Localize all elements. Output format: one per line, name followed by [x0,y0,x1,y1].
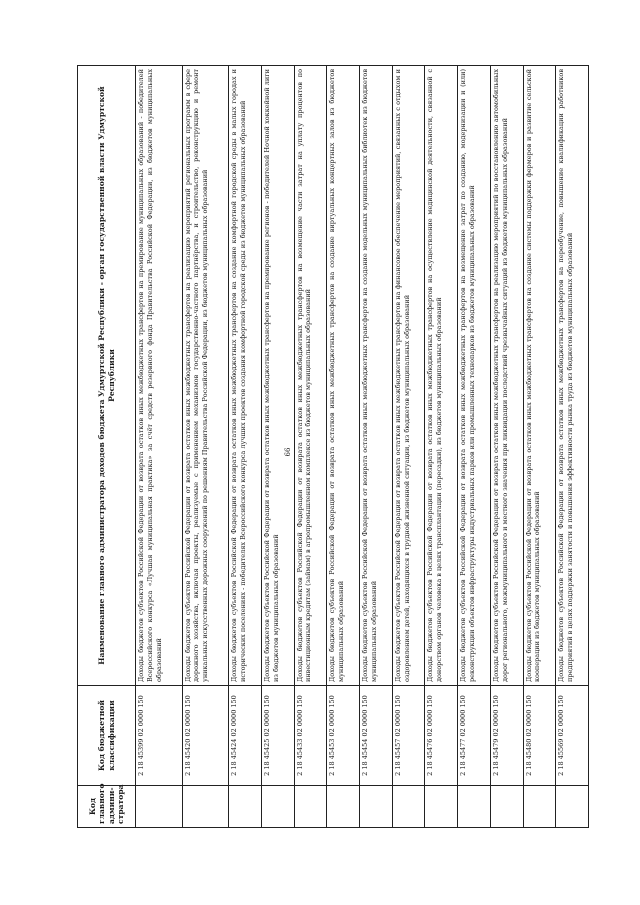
cell-budget-code: 2 18 45399 02 0000 150 [136,686,183,786]
cell-admin-code [262,786,295,828]
page-number: 66 [284,447,292,457]
cell-admin-code [294,786,327,828]
cell-budget-code: 2 18 45424 02 0000 150 [229,686,262,786]
cell-budget-code: 2 18 45479 02 0000 150 [490,686,523,786]
budget-revenue-table [77,65,589,828]
cell-budget-code: 2 18 45453 02 0000 150 [327,686,360,786]
header-name: Наименование главного администратора доходов бюджета Удмуртской Республики - орган государственной власти Удмуртской Республики [78,66,136,686]
table-body [136,66,589,828]
cell-budget-code: 2 18 45425 02 0000 150 [262,686,295,786]
table-header-row [78,66,136,828]
cell-revenue-name: Доходы бюджетов субъектов Российской Федерации от возврата остатков иных межбюджетных трансфертов на переобучение, повышение квалификации работников предприятий в целях поддержки занятости и повышения эффективности рынка труда из бюджетов муниципальных образований [556,66,589,686]
cell-revenue-name: Доходы бюджетов субъектов Российской Федерации от возврата остатков иных межбюджетных трансфертов на реализацию мероприятий по восстановлению автомобильных дорог регионального, межмуниципального и местного значения при ликвидации последствий чрезвычайных ситуаций из бюджетов муниципальных образований [490,66,523,686]
cell-revenue-name: Доходы бюджетов субъектов Российской Федерации от возврата остатков иных межбюджетных трансфертов на создание комфортной городской среды в малых городах и исторических поселениях - победителях Всероссийского конкурса лучших проектов создания комфортной городской среды из бюджетов муниципальных образований [229,66,262,686]
cell-budget-code: 2 18 45480 02 0000 150 [523,686,556,786]
cell-budget-code: 2 18 45457 02 0000 150 [392,686,425,786]
cell-admin-code [392,786,425,828]
cell-admin-code [425,786,458,828]
cell-admin-code [327,786,360,828]
cell-revenue-name: Доходы бюджетов субъектов Российской Федерации от возврата остатков иных межбюджетных трансфертов на возмещение части затрат на уплату процентов по инвестиционным кредитам (займам) в агропромышленном комплексе из бюджетов муниципальных образований [294,66,327,686]
table-row [523,66,556,828]
cell-revenue-name: Доходы бюджетов субъектов Российской Федерации от возврата остатков иных межбюджетных трансфертов на создание системы поддержки фермеров и развитие сельской кооперации из бюджетов муниципальных образований [523,66,556,686]
table-row [294,66,327,828]
table-row [360,66,393,828]
cell-admin-code [458,786,491,828]
table-row [182,66,229,828]
cell-revenue-name: Доходы бюджетов субъектов Российской Федерации от возврата остатков иных межбюджетных трансфертов на реализацию мероприятий региональных программ в сфере дорожного хозяйства, включая проекты, реализуемые с применением механизмов государственно-частного партнёрства, и строительство, реконструкцию и ремонт уникальных искусственных дорожных сооружений по решениям Правительства Российской Федерации, из бюджетов муниципальных образований [182,66,229,686]
cell-budget-code: 2 18 45569 02 0000 150 [556,686,589,786]
cell-admin-code [229,786,262,828]
table-row [392,66,425,828]
cell-admin-code [490,786,523,828]
cell-budget-code: 2 18 45433 02 0000 150 [294,686,327,786]
cell-budget-code: 2 18 45420 02 0000 150 [182,686,229,786]
table-row [327,66,360,828]
cell-revenue-name: Доходы бюджетов субъектов Российской Федерации от возврата остатков иных межбюджетных трансфертов на премирование регионов - победителей Ночной хоккейной лиги из бюджетов муниципальных образований [262,66,295,686]
cell-budget-code: 2 18 45454 02 0000 150 [360,686,393,786]
cell-budget-code: 2 18 45476 02 0000 150 [425,686,458,786]
rotated-table-wrapper [77,66,589,828]
cell-admin-code [523,786,556,828]
header-admin-code: Код главного админи-стратора [78,786,136,828]
cell-admin-code [556,786,589,828]
table-row [425,66,458,828]
table-row [136,66,183,828]
cell-admin-code [182,786,229,828]
cell-admin-code [360,786,393,828]
cell-revenue-name: Доходы бюджетов субъектов Российской Федерации от возврата остатков иных межбюджетных трансфертов на премирование муниципальных образований - победителей Всероссийского конкурса «Лучшая муниципальная практика» за счёт средств резервного фонда Правительства Российской Федерации, из бюджетов муниципальных образований [136,66,183,686]
cell-revenue-name: Доходы бюджетов субъектов Российской Федерации от возврата остатков иных межбюджетных трансфертов на создание виртуальных концертных залов из бюджетов муниципальных образований [327,66,360,686]
cell-revenue-name: Доходы бюджетов субъектов Российской Федерации от возврата остатков иных межбюджетных трансфертов на создание модельных муниципальных библиотек из бюджетов муниципальных образований [360,66,393,686]
table-row [229,66,262,828]
header-budget-code: Код бюджетной классификации [78,686,136,786]
table-row [458,66,491,828]
table-row [556,66,589,828]
cell-budget-code: 2 18 45477 02 0000 150 [458,686,491,786]
cell-revenue-name: Доходы бюджетов субъектов Российской Федерации от возврата остатков иных межбюджетных трансфертов на финансовое обеспечение мероприятий, связанных с отдыхом и оздоровлением детей, находящихся в трудной жизненной ситуации, из бюджетов муниципальных образований [392,66,425,686]
table-row [262,66,295,828]
cell-admin-code [136,786,183,828]
table-row [490,66,523,828]
cell-revenue-name: Доходы бюджетов субъектов Российской Федерации от возврата остатков иных межбюджетных трансфертов на возмещение затрат по созданию, модернизации и (или) реконструкции объектов инфраструктуры индустриальных парков или промышленных технопарков из бюджетов муниципальных образований [458,66,491,686]
cell-revenue-name: Доходы бюджетов субъектов Российской Федерации от возврата остатков иных межбюджетных трансфертов на осуществление медицинской деятельности, связанной с донорством органов человека в целях трансплантации (пересадки), из бюджетов муниципальных образований [425,66,458,686]
